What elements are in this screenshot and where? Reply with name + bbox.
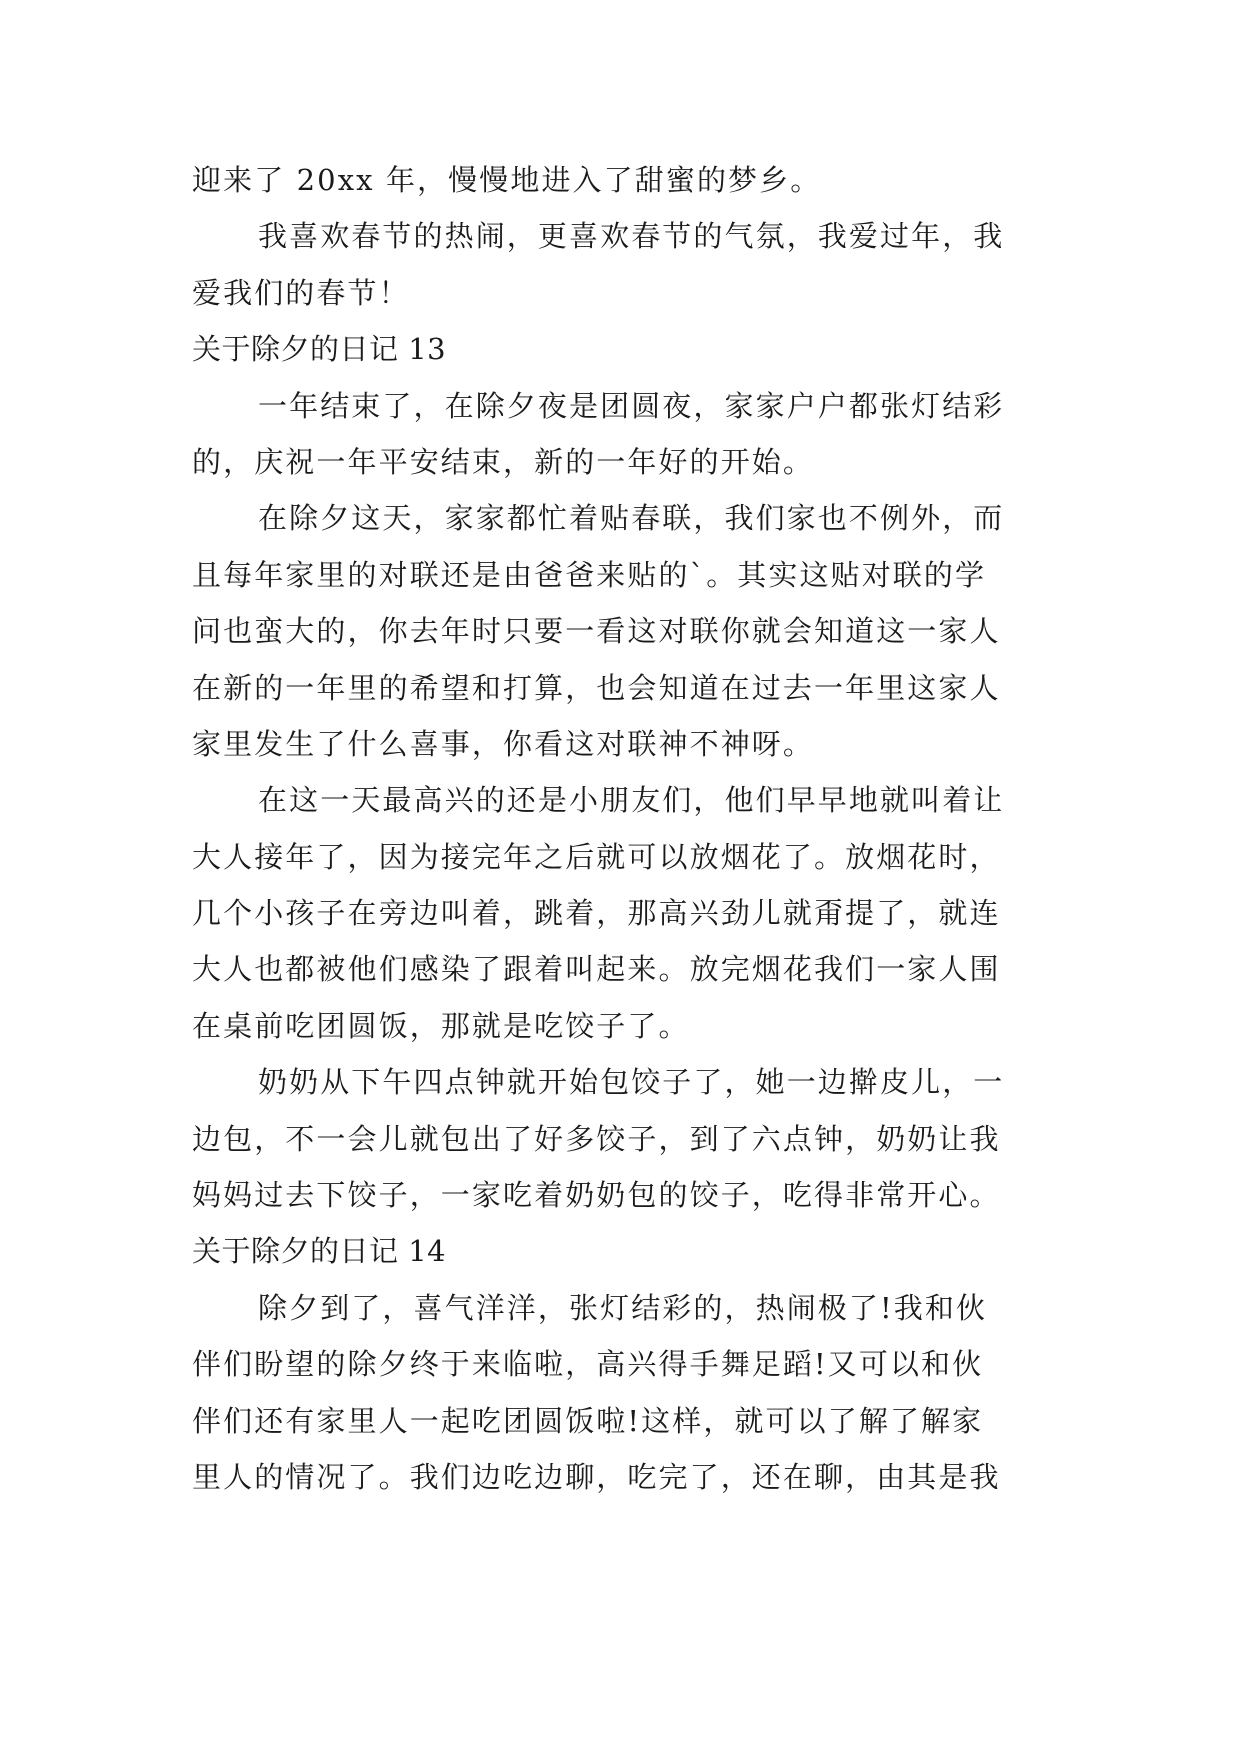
text-line: 大人也都被他们感染了跟着叫起来。放完烟花我们一家人围 xyxy=(192,952,1001,987)
text-line: 爱我们的春节！ xyxy=(192,275,410,310)
text-line: 家里发生了什么喜事，你看这对联神不神呀。 xyxy=(192,726,815,761)
text-line: 边包，不一会儿就包出了好多饺子，到了六点钟，奶奶让我 xyxy=(192,1121,1001,1156)
paragraph-first-line: 一年结束了，在除夕夜是团圆夜，家家户户都张灯结彩 xyxy=(258,388,1005,423)
text-line: 伴们盼望的除夕终于来临啦，高兴得手舞足蹈!又可以和伙 xyxy=(192,1347,984,1382)
paragraph-first-line: 我喜欢春节的热闹，更喜欢春节的气氛，我爱过年，我 xyxy=(258,219,1005,254)
text-line: 妈妈过去下饺子，一家吃着奶奶包的饺子，吃得非常开心。 xyxy=(192,1178,1001,1213)
text-line: 的，庆祝一年平安结束，新的一年好的开始。 xyxy=(192,444,815,479)
text-line: 在桌前吃团圆饭，那就是吃饺子了。 xyxy=(192,1008,690,1043)
document-body xyxy=(192,152,1072,1505)
text-line: 且每年家里的对联还是由爸爸来贴的`。其实这贴对联的学 xyxy=(192,557,987,592)
paragraph-first-line: 在除夕这天，家家都忙着贴春联，我们家也不例外，而 xyxy=(258,501,1005,536)
text-line: 伴们还有家里人一起吃团圆饭啦!这样，就可以了解了解家 xyxy=(192,1403,984,1438)
section-heading: 关于除夕的日记 14 xyxy=(192,1234,447,1269)
text-line: 几个小孩子在旁边叫着，跳着，那高兴劲儿就甭提了，就连 xyxy=(192,896,1001,931)
paragraph-first-line: 除夕到了，喜气洋洋，张灯结彩的，热闹极了!我和伙 xyxy=(258,1290,988,1325)
text-line: 问也蛮大的，你去年时只要一看这对联你就会知道这一家人 xyxy=(192,614,1001,649)
paragraph-first-line: 在这一天最高兴的还是小朋友们，他们早早地就叫着让 xyxy=(258,783,1005,818)
paragraph-first-line: 奶奶从下午四点钟就开始包饺子了，她一边擀皮儿，一 xyxy=(258,1065,1005,1100)
text-line: 里人的情况了。我们边吃边聊，吃完了，还在聊，由其是我 xyxy=(192,1459,1001,1494)
text-line: 大人接年了，因为接完年之后就可以放烟花了。放烟花时， xyxy=(192,839,1001,874)
section-heading: 关于除夕的日记 13 xyxy=(192,332,447,367)
text-line: 在新的一年里的希望和打算，也会知道在过去一年里这家人 xyxy=(192,670,1001,705)
text-line: 迎来了 20xx 年，慢慢地进入了甜蜜的梦乡。 xyxy=(192,163,822,197)
